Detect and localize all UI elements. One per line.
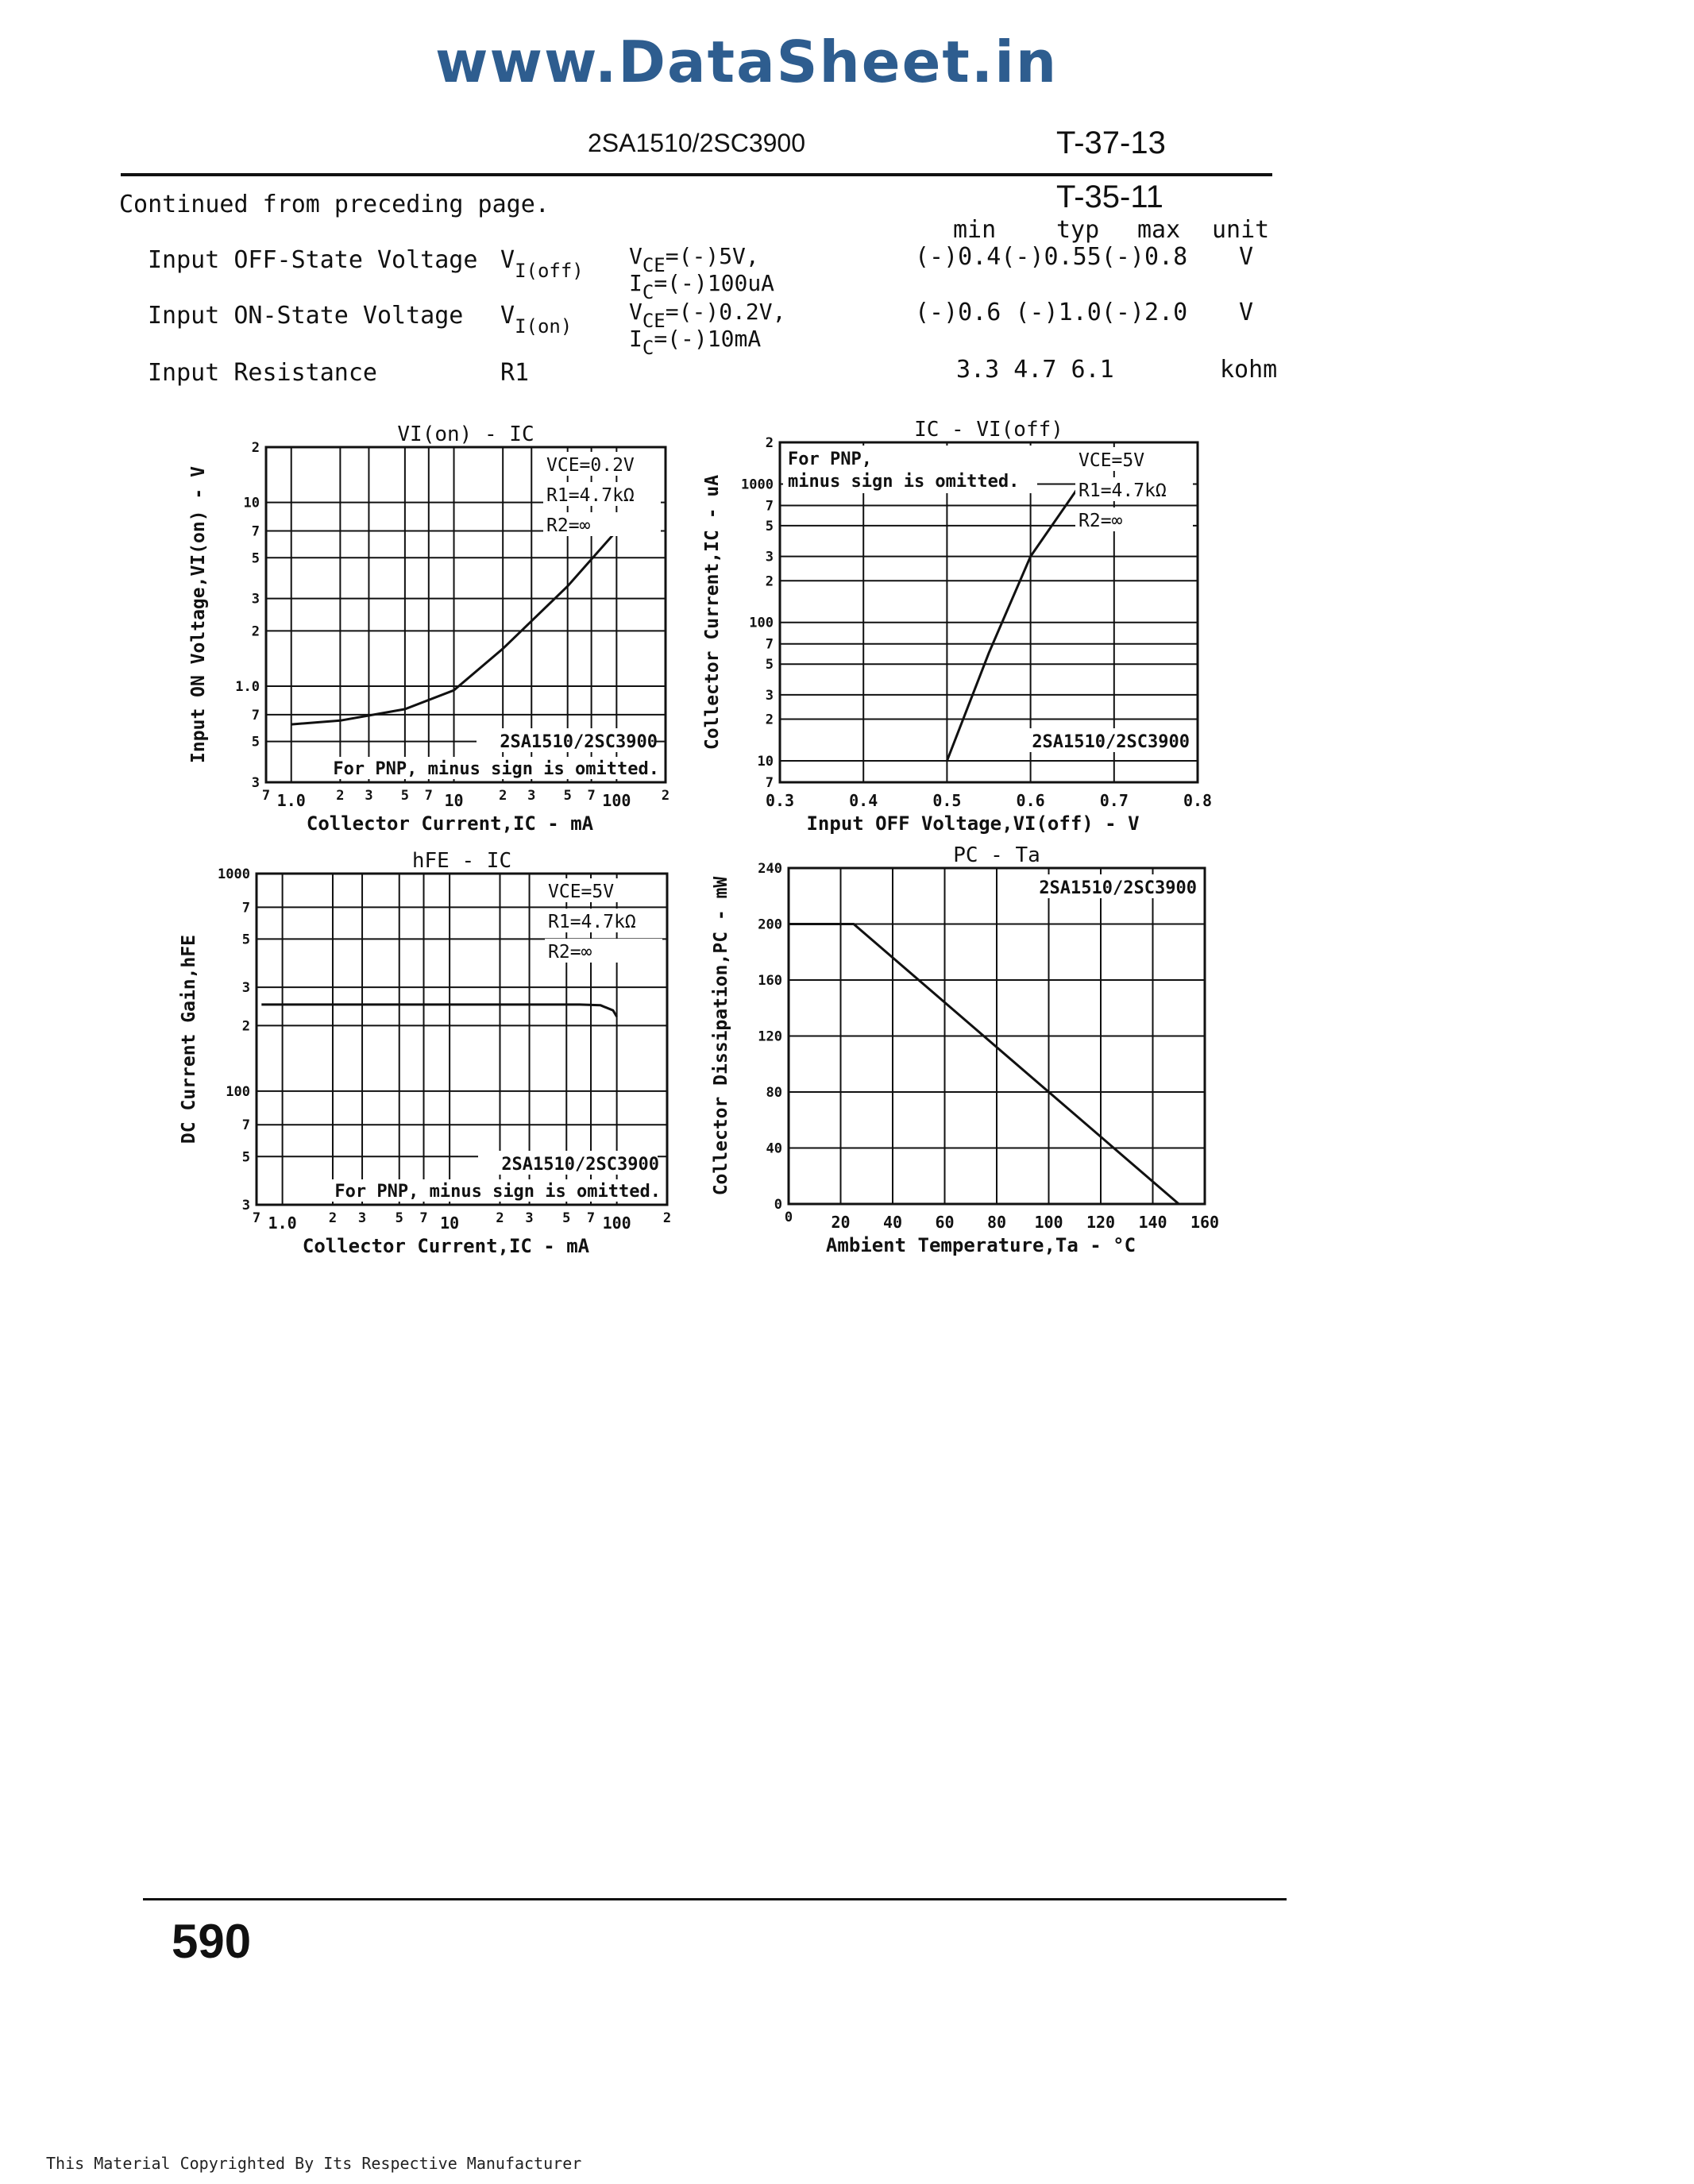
y-tick-label: 3 xyxy=(251,591,260,608)
x-tick-label: 100 xyxy=(602,791,631,810)
x-tick-label: 100 xyxy=(1034,1213,1063,1232)
note-label: For PNP, minus sign is omitted. xyxy=(333,759,659,779)
condition-label: R2=∞ xyxy=(548,942,592,963)
x-tick-label: 0.7 xyxy=(1099,791,1129,810)
x-tick-label: 3 xyxy=(357,1210,367,1226)
x-tick-label: 0.4 xyxy=(849,791,878,810)
copyright-note: This Material Copyrighted By Its Respective Manufacturer xyxy=(46,2154,582,2173)
condition-label: R2=∞ xyxy=(546,515,591,536)
param-symbol: R1 xyxy=(500,359,530,387)
y-tick-label: 2 xyxy=(765,712,774,728)
x-tick-label: 5 xyxy=(562,1210,571,1226)
condition-2: IC=(-)100uA xyxy=(629,270,775,303)
x-tick-label: 7 xyxy=(424,788,433,804)
y-tick-label: 3 xyxy=(765,549,774,565)
x-tick-label: 0.5 xyxy=(932,791,962,810)
part-label: 2SA1510/2SC3900 xyxy=(500,732,658,752)
part-label: 2SA1510/2SC3900 xyxy=(501,1155,659,1175)
y-tick-label: 7 xyxy=(765,775,774,791)
chart-title: PC - Ta xyxy=(953,843,1040,867)
y-tick-label: 2 xyxy=(251,623,260,640)
condition-label: R2=∞ xyxy=(1079,511,1123,531)
x-tick-label: 1.0 xyxy=(268,1214,297,1233)
x-tick-label: 0 xyxy=(784,1210,793,1225)
x-tick-label: 10 xyxy=(440,1214,460,1233)
x-tick-label: 3 xyxy=(365,788,373,804)
x-tick-label: 5 xyxy=(400,788,410,804)
note-line: For PNP, xyxy=(788,450,872,469)
x-tick-label: 2 xyxy=(328,1210,338,1226)
param-name: Input OFF-State Voltage xyxy=(148,246,478,274)
y-axis-label: Collector Current,IC - uA xyxy=(702,474,723,751)
param-values: (-)0.6 (-)1.0(-)2.0 xyxy=(915,299,1188,326)
x-tick-label: 40 xyxy=(882,1213,903,1232)
y-tick-label: 5 xyxy=(241,932,250,948)
y-tick-label: 5 xyxy=(251,550,260,567)
y-axis-label: DC Current Gain,hFE xyxy=(179,934,199,1144)
x-tick-label: 0.6 xyxy=(1016,791,1045,810)
condition-label: R1=4.7kΩ xyxy=(1079,480,1167,501)
doc-code-1: T-37-13 xyxy=(1056,125,1166,160)
x-tick-label: 60 xyxy=(935,1213,955,1232)
y-tick-label: 7 xyxy=(765,636,774,653)
x-tick-label: 7 xyxy=(587,788,596,804)
x-tick-label: 2 xyxy=(662,1210,672,1226)
param-values: (-)0.4(-)0.55(-)0.8 xyxy=(915,243,1188,271)
continued-note: Continued from preceding page. xyxy=(119,191,550,218)
x-axis-label: Ambient Temperature,Ta - °C xyxy=(825,1234,1136,1256)
chart-3 xyxy=(179,849,671,1257)
x-tick-label: 5 xyxy=(563,788,572,804)
y-tick-label: 2 xyxy=(251,440,260,456)
note-label: For PNP, minus sign is omitted. xyxy=(334,1182,661,1202)
y-tick-label: 100 xyxy=(749,615,774,631)
chart-title: VI(on) - IC xyxy=(397,423,534,446)
y-tick-label: 0 xyxy=(774,1197,782,1213)
x-tick-label: 1.0 xyxy=(276,791,306,810)
col-min: min xyxy=(953,216,997,244)
x-tick-label: 80 xyxy=(986,1213,1007,1232)
y-tick-label: 10 xyxy=(757,754,774,770)
chart-title: hFE - IC xyxy=(411,849,512,873)
gridlines xyxy=(789,868,1205,1204)
footer-rule xyxy=(143,1898,1287,1900)
chart-1 xyxy=(188,423,669,835)
chart-title: IC - VI(off) xyxy=(914,418,1063,442)
site-watermark[interactable]: www.DataSheet.in xyxy=(435,29,1059,95)
y-tick-label: 5 xyxy=(765,657,774,673)
x-tick-label: 160 xyxy=(1190,1213,1220,1232)
y-tick-label: 240 xyxy=(758,861,782,877)
col-max: max xyxy=(1137,216,1181,244)
series-line xyxy=(261,1005,616,1017)
part-number: 2SA1510/2SC3900 xyxy=(588,129,805,157)
x-tick-label: 0.3 xyxy=(765,791,795,810)
x-tick-label: 0.8 xyxy=(1183,791,1213,810)
y-tick-label: 40 xyxy=(766,1140,782,1157)
note-line: minus sign is omitted. xyxy=(788,472,1020,492)
y-tick-label: 80 xyxy=(766,1085,782,1101)
x-tick-label: 10 xyxy=(444,791,464,810)
y-tick-label: 2 xyxy=(765,435,774,451)
y-tick-label: 3 xyxy=(241,1198,250,1214)
y-tick-label: 5 xyxy=(765,518,774,534)
x-tick-label: 140 xyxy=(1138,1213,1167,1232)
part-label: 2SA1510/2SC3900 xyxy=(1039,878,1197,898)
part-label: 2SA1510/2SC3900 xyxy=(1032,732,1190,752)
condition-1: VCE=(-)5V, xyxy=(629,243,759,276)
condition-1: VCE=(-)0.2V, xyxy=(629,299,786,332)
y-tick-label: 2 xyxy=(241,1018,250,1035)
x-axis-label: Collector Current,IC - mA xyxy=(302,1235,590,1257)
y-tick-label: 7 xyxy=(241,1117,250,1134)
y-tick-label: 1.0 xyxy=(235,679,260,696)
param-values: 3.3 4.7 6.1 xyxy=(956,356,1114,384)
condition-label: R1=4.7kΩ xyxy=(546,485,635,506)
condition-label: VCE=0.2V xyxy=(546,455,635,476)
y-tick-label: 3 xyxy=(241,980,250,997)
y-tick-label: 3 xyxy=(765,687,774,704)
x-tick-label: 3 xyxy=(527,788,536,804)
y-tick-label: 3 xyxy=(251,775,260,791)
col-unit: unit xyxy=(1212,216,1270,244)
y-tick-label: 7 xyxy=(241,900,250,916)
y-tick-label: 10 xyxy=(243,495,260,511)
chart-4 xyxy=(711,843,1219,1256)
y-tick-label: 5 xyxy=(241,1149,250,1166)
x-axis-label: Input OFF Voltage,VI(off) - V xyxy=(806,812,1140,835)
param-unit: V xyxy=(1239,299,1254,326)
y-tick-label: 7 xyxy=(765,498,774,515)
param-symbol: $V_{I(off)}$ xyxy=(500,246,584,282)
x-tick-label: 120 xyxy=(1086,1213,1116,1232)
chart-2 xyxy=(702,418,1212,835)
param-symbol: $V_{I(on)}$ xyxy=(500,302,573,338)
y-axis-label: Collector Dissipation,PC - mW xyxy=(711,876,731,1196)
series-line xyxy=(789,924,1179,1205)
y-tick-label: 1000 xyxy=(741,477,774,493)
y-tick-label: 2 xyxy=(765,573,774,590)
doc-code-2: T-35-11 xyxy=(1056,179,1163,214)
param-name: Input Resistance xyxy=(148,359,377,387)
condition-label: VCE=5V xyxy=(1079,450,1145,471)
x-tick-label: 20 xyxy=(831,1213,851,1232)
y-tick-label: 7 xyxy=(251,707,260,723)
y-tick-label: 120 xyxy=(758,1028,782,1045)
y-tick-label: 7 xyxy=(251,523,260,540)
x-tick-label: 7 xyxy=(252,1210,261,1226)
condition-label: R1=4.7kΩ xyxy=(548,912,636,932)
x-tick-label: 2 xyxy=(499,788,507,804)
y-axis-label: Input ON Voltage,VI(on) - V xyxy=(188,466,209,763)
x-tick-label: 2 xyxy=(496,1210,504,1226)
x-tick-label: 100 xyxy=(602,1214,631,1233)
condition-2: IC=(-)10mA xyxy=(629,326,762,359)
x-tick-label: 5 xyxy=(395,1210,403,1226)
page-number: 590 xyxy=(172,1915,252,1968)
y-tick-label: 1000 xyxy=(218,866,250,882)
param-name: Input ON-State Voltage xyxy=(148,302,464,330)
x-tick-label: 7 xyxy=(419,1210,428,1226)
condition-label: VCE=5V xyxy=(548,882,615,902)
y-tick-label: 200 xyxy=(758,916,782,933)
x-tick-label: 3 xyxy=(525,1210,534,1226)
x-tick-label: 7 xyxy=(261,788,271,804)
x-tick-label: 7 xyxy=(586,1210,596,1226)
x-axis-label: Collector Current,IC - mA xyxy=(306,812,594,835)
x-tick-label: 2 xyxy=(336,788,345,804)
y-tick-label: 160 xyxy=(758,973,782,989)
y-tick-label: 100 xyxy=(226,1083,250,1100)
param-unit: kohm xyxy=(1220,356,1278,384)
x-tick-label: 2 xyxy=(661,788,670,804)
y-tick-label: 5 xyxy=(251,734,260,751)
param-unit: V xyxy=(1239,243,1254,271)
col-typ: typ xyxy=(1056,216,1100,244)
